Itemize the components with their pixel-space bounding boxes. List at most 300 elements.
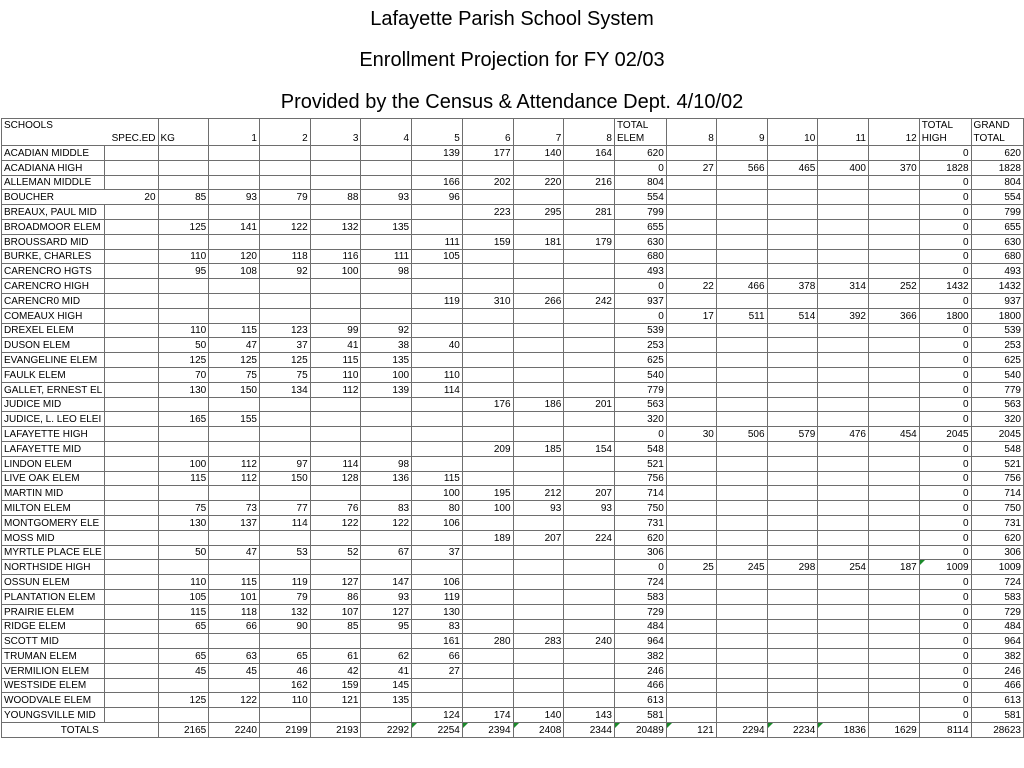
cell-g2 — [259, 279, 310, 294]
cell-g7 — [513, 649, 564, 664]
cell-grand: 731 — [971, 515, 1023, 530]
cell-h12 — [869, 634, 920, 649]
title-line-1: Lafayette Parish School System — [370, 8, 654, 30]
cell-h10: 465 — [767, 160, 818, 175]
total-g8: 2344 — [564, 723, 615, 738]
table-row — [2, 353, 1024, 368]
cell-h9 — [716, 619, 767, 634]
cell-h10 — [767, 397, 818, 412]
totals-label: TOTALS — [2, 723, 159, 738]
cell-g8 — [564, 515, 615, 530]
cell-g8 — [564, 249, 615, 264]
table-row — [2, 441, 1024, 456]
cell-kg — [158, 441, 209, 456]
total-thigh: 8114 — [919, 723, 971, 738]
cell-h9 — [716, 219, 767, 234]
table-row — [2, 560, 1024, 575]
cell-h8 — [666, 575, 716, 590]
cell-g2: 37 — [259, 338, 310, 353]
cell-g4: 98 — [361, 456, 412, 471]
cell-h9 — [716, 293, 767, 308]
cell-kg: 50 — [158, 338, 209, 353]
cell-g5 — [412, 693, 463, 708]
cell-kg — [158, 708, 209, 723]
cell-h12 — [869, 441, 920, 456]
cell-g6: 195 — [462, 486, 513, 501]
cell-g4: 67 — [361, 545, 412, 560]
cell-g3 — [310, 205, 361, 220]
table-row — [2, 234, 1024, 249]
cell-telem: 625 — [614, 353, 666, 368]
cell-g7 — [513, 249, 564, 264]
cell-g5: 161 — [412, 634, 463, 649]
cell-thigh: 0 — [919, 530, 971, 545]
cell-g2: 79 — [259, 190, 310, 205]
cell-spec — [105, 146, 158, 161]
cell-h8 — [666, 663, 716, 678]
cell-h10 — [767, 367, 818, 382]
cell-spec — [105, 205, 158, 220]
spec-ed-cell: 20 — [105, 190, 158, 205]
table-row — [2, 708, 1024, 723]
cell-g2: 75 — [259, 367, 310, 382]
cell-spec — [105, 456, 158, 471]
cell-g6 — [462, 190, 513, 205]
cell-g4: 100 — [361, 367, 412, 382]
cell-spec — [105, 249, 158, 264]
cell-g6: 310 — [462, 293, 513, 308]
cell-g7: 295 — [513, 205, 564, 220]
cell-g1: 137 — [209, 515, 260, 530]
cell-telem: 731 — [614, 515, 666, 530]
table-row — [2, 219, 1024, 234]
cell-g8 — [564, 190, 615, 205]
header-grade-4: 4 — [361, 132, 412, 146]
school-name-cell: YOUNGSVILLE MID — [2, 708, 105, 723]
cell-kg — [158, 160, 209, 175]
cell-h8 — [666, 678, 716, 693]
cell-g6 — [462, 353, 513, 368]
cell-h8 — [666, 412, 716, 427]
school-name-cell: MYRTLE PLACE ELE — [2, 545, 105, 560]
cell-h8 — [666, 708, 716, 723]
cell-telem: 756 — [614, 471, 666, 486]
cell-thigh: 0 — [919, 456, 971, 471]
cell-h10: 514 — [767, 308, 818, 323]
table-row — [2, 693, 1024, 708]
cell-grand: 620 — [971, 530, 1023, 545]
cell-h11 — [818, 619, 869, 634]
cell-kg: 115 — [158, 471, 209, 486]
cell-g3 — [310, 397, 361, 412]
cell-g6 — [462, 456, 513, 471]
cell-g4: 145 — [361, 678, 412, 693]
cell-h8 — [666, 219, 716, 234]
cell-h10 — [767, 530, 818, 545]
cell-grand: 630 — [971, 234, 1023, 249]
cell-g1: 73 — [209, 501, 260, 516]
cell-g7 — [513, 160, 564, 175]
cell-h11: 254 — [818, 560, 869, 575]
cell-spec — [105, 219, 158, 234]
cell-g7 — [513, 323, 564, 338]
school-name-cell: LIVE OAK ELEM — [2, 471, 105, 486]
school-name-cell: WOODVALE ELEM — [2, 693, 105, 708]
cell-h9 — [716, 634, 767, 649]
cell-g1 — [209, 441, 260, 456]
cell-g5 — [412, 205, 463, 220]
cell-g3: 99 — [310, 323, 361, 338]
cell-h12 — [869, 205, 920, 220]
cell-h10 — [767, 441, 818, 456]
cell-h10 — [767, 708, 818, 723]
cell-h8 — [666, 619, 716, 634]
cell-g8: 281 — [564, 205, 615, 220]
cell-kg: 65 — [158, 619, 209, 634]
table-row — [2, 515, 1024, 530]
cell-h12 — [869, 575, 920, 590]
cell-h10 — [767, 693, 818, 708]
cell-thigh: 0 — [919, 264, 971, 279]
cell-h8 — [666, 486, 716, 501]
cell-g7 — [513, 427, 564, 442]
school-name-cell: VERMILION ELEM — [2, 663, 105, 678]
school-name-cell: MOSS MID — [2, 530, 105, 545]
cell-g8: 207 — [564, 486, 615, 501]
cell-thigh: 0 — [919, 486, 971, 501]
cell-g8 — [564, 382, 615, 397]
total-h12: 1629 — [869, 723, 920, 738]
cell-h12: 366 — [869, 308, 920, 323]
cell-grand: 539 — [971, 323, 1023, 338]
school-name-cell: CARENCRO HIGH — [2, 279, 105, 294]
cell-h8 — [666, 456, 716, 471]
cell-g6 — [462, 219, 513, 234]
cell-g8 — [564, 619, 615, 634]
cell-spec — [105, 382, 158, 397]
cell-grand: 540 — [971, 367, 1023, 382]
cell-kg: 110 — [158, 249, 209, 264]
school-name-cell: CARENCRO HGTS — [2, 264, 105, 279]
header-grade-5: 5 — [412, 132, 463, 146]
header-total-elem-top: TOTAL — [614, 119, 666, 133]
cell-telem: 937 — [614, 293, 666, 308]
cell-grand: 306 — [971, 545, 1023, 560]
cell-h8 — [666, 323, 716, 338]
cell-g8: 240 — [564, 634, 615, 649]
cell-g5 — [412, 530, 463, 545]
cell-grand: 583 — [971, 589, 1023, 604]
cell-h8: 30 — [666, 427, 716, 442]
cell-grand: 246 — [971, 663, 1023, 678]
cell-h12 — [869, 175, 920, 190]
cell-g4 — [361, 234, 412, 249]
cell-g2: 90 — [259, 619, 310, 634]
cell-g2 — [259, 205, 310, 220]
cell-g5: 110 — [412, 367, 463, 382]
cell-g1 — [209, 678, 260, 693]
title-line-2: Enrollment Projection for FY 02/03 — [359, 49, 665, 71]
header-total-high: HIGH — [919, 132, 971, 146]
cell-kg — [158, 279, 209, 294]
cell-g7 — [513, 575, 564, 590]
cell-h10 — [767, 264, 818, 279]
cell-thigh: 0 — [919, 234, 971, 249]
table-row — [2, 293, 1024, 308]
cell-h12 — [869, 515, 920, 530]
cell-thigh: 0 — [919, 353, 971, 368]
school-name-cell: PLANTATION ELEM — [2, 589, 105, 604]
cell-h9 — [716, 205, 767, 220]
cell-grand: 680 — [971, 249, 1023, 264]
school-name-cell: GALLET, ERNEST EL — [2, 382, 105, 397]
table-row — [2, 175, 1024, 190]
cell-g4: 98 — [361, 264, 412, 279]
cell-g2 — [259, 397, 310, 412]
cell-spec — [105, 501, 158, 516]
cell-g2 — [259, 175, 310, 190]
cell-g5: 106 — [412, 575, 463, 590]
cell-grand: 613 — [971, 693, 1023, 708]
cell-g6 — [462, 575, 513, 590]
cell-g5 — [412, 678, 463, 693]
cell-h9: 566 — [716, 160, 767, 175]
cell-h9 — [716, 649, 767, 664]
header-cell — [513, 119, 564, 133]
cell-h12 — [869, 219, 920, 234]
cell-h8 — [666, 649, 716, 664]
total-g1: 2240 — [209, 723, 260, 738]
cell-h11: 392 — [818, 308, 869, 323]
cell-h10 — [767, 338, 818, 353]
cell-h12 — [869, 486, 920, 501]
cell-g5 — [412, 412, 463, 427]
cell-g2: 118 — [259, 249, 310, 264]
cell-g4: 83 — [361, 501, 412, 516]
cell-g5: 96 — [412, 190, 463, 205]
cell-spec — [105, 693, 158, 708]
cell-thigh: 0 — [919, 175, 971, 190]
cell-g3 — [310, 560, 361, 575]
cell-h9 — [716, 575, 767, 590]
cell-h10 — [767, 486, 818, 501]
cell-g8 — [564, 279, 615, 294]
school-name-cell: COMEAUX HIGH — [2, 308, 105, 323]
cell-h10 — [767, 249, 818, 264]
cell-g4: 127 — [361, 604, 412, 619]
cell-g3: 121 — [310, 693, 361, 708]
cell-kg: 50 — [158, 545, 209, 560]
cell-h12 — [869, 589, 920, 604]
cell-h10 — [767, 146, 818, 161]
cell-thigh: 0 — [919, 249, 971, 264]
cell-h12: 370 — [869, 160, 920, 175]
cell-g8 — [564, 264, 615, 279]
table-row — [2, 427, 1024, 442]
cell-g2: 110 — [259, 693, 310, 708]
cell-grand: 466 — [971, 678, 1023, 693]
cell-g2: 132 — [259, 604, 310, 619]
header-cell — [310, 119, 361, 133]
school-name-cell: MILTON ELEM — [2, 501, 105, 516]
cell-h11 — [818, 456, 869, 471]
cell-thigh: 2045 — [919, 427, 971, 442]
cell-spec — [105, 279, 158, 294]
cell-g4: 111 — [361, 249, 412, 264]
cell-g4 — [361, 205, 412, 220]
cell-g6 — [462, 427, 513, 442]
cell-g1: 66 — [209, 619, 260, 634]
cell-h12 — [869, 264, 920, 279]
header-cell — [209, 119, 260, 133]
header-cell — [716, 119, 767, 133]
cell-g7: 140 — [513, 708, 564, 723]
table-row — [2, 634, 1024, 649]
cell-h9 — [716, 456, 767, 471]
cell-h9 — [716, 323, 767, 338]
cell-g7: 185 — [513, 441, 564, 456]
cell-spec — [105, 486, 158, 501]
cell-g2: 123 — [259, 323, 310, 338]
cell-g4 — [361, 634, 412, 649]
cell-g2 — [259, 146, 310, 161]
cell-grand: 253 — [971, 338, 1023, 353]
cell-grand: 750 — [971, 501, 1023, 516]
cell-kg — [158, 678, 209, 693]
cell-g6 — [462, 264, 513, 279]
cell-telem: 581 — [614, 708, 666, 723]
cell-h11 — [818, 264, 869, 279]
cell-spec — [105, 471, 158, 486]
cell-g1: 108 — [209, 264, 260, 279]
table-row — [2, 456, 1024, 471]
cell-h8 — [666, 634, 716, 649]
cell-g5: 139 — [412, 146, 463, 161]
cell-h10 — [767, 545, 818, 560]
cell-g1: 120 — [209, 249, 260, 264]
cell-h9: 466 — [716, 279, 767, 294]
cell-g3 — [310, 160, 361, 175]
cell-telem: 554 — [614, 190, 666, 205]
cell-thigh: 0 — [919, 515, 971, 530]
cell-g5 — [412, 219, 463, 234]
table-row — [2, 412, 1024, 427]
cell-g4: 92 — [361, 323, 412, 338]
cell-spec — [105, 515, 158, 530]
cell-h10 — [767, 456, 818, 471]
cell-thigh: 0 — [919, 678, 971, 693]
cell-g5 — [412, 264, 463, 279]
cell-thigh: 0 — [919, 441, 971, 456]
cell-telem: 548 — [614, 441, 666, 456]
cell-g6: 100 — [462, 501, 513, 516]
school-name-cell: PRAIRIE ELEM — [2, 604, 105, 619]
cell-g7: 266 — [513, 293, 564, 308]
cell-g2: 114 — [259, 515, 310, 530]
cell-kg — [158, 146, 209, 161]
school-name-cell: MONTGOMERY ELE — [2, 515, 105, 530]
cell-h8 — [666, 397, 716, 412]
cell-spec — [105, 308, 158, 323]
header-schools: SCHOOLS — [2, 119, 159, 133]
cell-h11 — [818, 515, 869, 530]
cell-h11 — [818, 589, 869, 604]
cell-g1 — [209, 234, 260, 249]
school-name-cell: JUDICE, L. LEO ELEI — [2, 412, 105, 427]
cell-g4: 135 — [361, 353, 412, 368]
school-name-cell: BURKE, CHARLES — [2, 249, 105, 264]
cell-thigh: 1432 — [919, 279, 971, 294]
cell-g2: 162 — [259, 678, 310, 693]
cell-h8 — [666, 515, 716, 530]
header-cell — [259, 119, 310, 133]
cell-g2: 65 — [259, 649, 310, 664]
cell-g2 — [259, 634, 310, 649]
cell-g4 — [361, 308, 412, 323]
cell-g8: 179 — [564, 234, 615, 249]
cell-spec — [105, 708, 158, 723]
cell-h8 — [666, 249, 716, 264]
cell-spec — [105, 634, 158, 649]
cell-spec — [105, 560, 158, 575]
cell-h12 — [869, 323, 920, 338]
cell-g7: 212 — [513, 486, 564, 501]
cell-g6 — [462, 693, 513, 708]
cell-g2 — [259, 293, 310, 308]
cell-g5 — [412, 279, 463, 294]
table-row — [2, 146, 1024, 161]
header-grade-3: 3 — [310, 132, 361, 146]
cell-g1: 47 — [209, 338, 260, 353]
cell-h12 — [869, 249, 920, 264]
cell-g7: 181 — [513, 234, 564, 249]
cell-h10: 298 — [767, 560, 818, 575]
cell-g5: 105 — [412, 249, 463, 264]
cell-telem: 539 — [614, 323, 666, 338]
cell-h11 — [818, 205, 869, 220]
cell-grand: 756 — [971, 471, 1023, 486]
cell-g6 — [462, 545, 513, 560]
cell-spec — [105, 293, 158, 308]
cell-h12 — [869, 604, 920, 619]
cell-telem: 804 — [614, 175, 666, 190]
cell-h12 — [869, 338, 920, 353]
cell-g6 — [462, 323, 513, 338]
cell-g2 — [259, 234, 310, 249]
school-name-cell: CARENCR0 MID — [2, 293, 105, 308]
cell-h8 — [666, 234, 716, 249]
cell-h10 — [767, 604, 818, 619]
cell-telem: 0 — [614, 160, 666, 175]
cell-spec — [105, 264, 158, 279]
cell-g3 — [310, 486, 361, 501]
cell-h8 — [666, 471, 716, 486]
cell-g6 — [462, 382, 513, 397]
cell-g1: 115 — [209, 575, 260, 590]
cell-g1 — [209, 397, 260, 412]
cell-spec — [105, 175, 158, 190]
cell-g5: 106 — [412, 515, 463, 530]
cell-h10 — [767, 412, 818, 427]
cell-kg: 110 — [158, 575, 209, 590]
cell-g5: 119 — [412, 589, 463, 604]
cell-h8 — [666, 367, 716, 382]
cell-telem: 680 — [614, 249, 666, 264]
header-row-top — [2, 119, 1024, 133]
cell-h8 — [666, 353, 716, 368]
total-telem: 20489 — [614, 723, 666, 738]
header-grade-2: 2 — [259, 132, 310, 146]
